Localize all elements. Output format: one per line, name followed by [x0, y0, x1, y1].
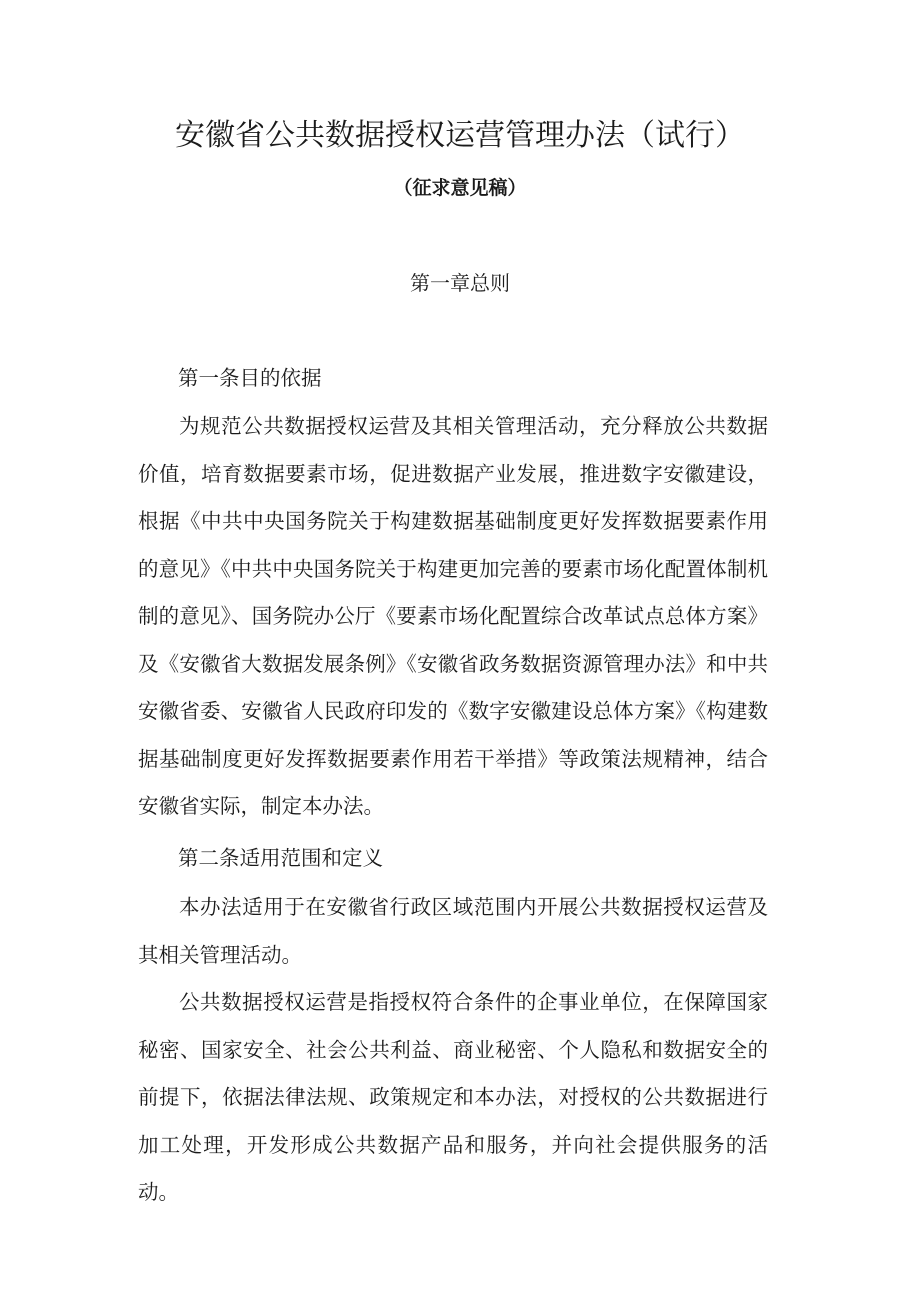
document-subtitle: （征求意见稿） [393, 177, 527, 199]
article-1-heading: 第一条目的依据 [178, 366, 322, 390]
document-title: 安徽省公共数据授权运营管理办法（试行） [175, 118, 745, 153]
article-1-body [138, 403, 768, 831]
article-2-heading: 第二条适用范围和定义 [178, 846, 383, 870]
article-2-paragraph-2: 公共数据授权运营是指授权符合条件的企事业单位，在保障国家秘密、国家安全、社会公共利益、商业秘密、个人隐私和数据安全的前提下，依据法律法规、政策规定和本办法，对授权的公共数据进行加工处理，开发形成公共数据产品和服务，并向社会提供服务的活动。 [138, 990, 768, 1204]
article-2-paragraph-1: 本办法适用于在安徽省行政区域范围内开展公共数据授权运营及其相关管理活动。 [138, 895, 768, 967]
chapter-heading: 第一章总则 [410, 271, 510, 295]
article-2-body-1 [138, 884, 768, 979]
article-2-body-2 [138, 979, 768, 1217]
article-1-paragraph: 为规范公共数据授权运营及其相关管理活动，充分释放公共数据价值，培育数据要素市场，促进数据产业发展，推进数字安徽建设，根据《中共中央国务院关于构建数据基础制度更好发挥数据要素作用的意见》《中共中央国务院关于构建更加完善的要素市场化配置体制机制的意见》、国务院办公厅《要素市场化配置综合改革试点总体方案》及《安徽省大数据发展条例》《安徽省政务数据资源管理办法》和中共安徽省委、安徽省人民政府印发的《数字安徽建设总体方案》《构建数据基础制度更好发挥数据要素作用若干举措》等政策法规精神，结合安徽省实际，制定本办法。 [138, 414, 768, 818]
